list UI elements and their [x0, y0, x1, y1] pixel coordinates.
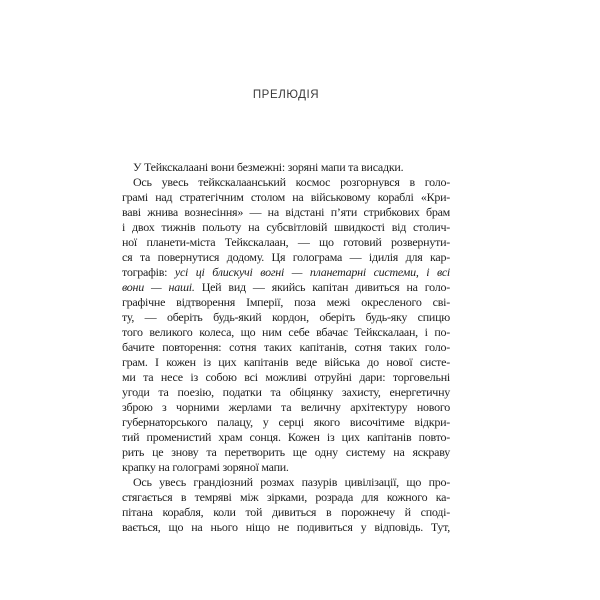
- text-segment: вається, що на нього ніщо не подивиться у відповідь. Тут,: [122, 520, 450, 534]
- text-segment: ваві жнива вознесіння» — на відстані п’яти стрибкових брам: [122, 205, 450, 219]
- text-line: [122, 235, 450, 250]
- text-line: [122, 520, 450, 535]
- text-segment: ної планети-міста Тейкскалаан, — що готовий розвернути-: [122, 235, 450, 249]
- text-segment: крапку на голограмі зоряної мапи.: [122, 460, 289, 474]
- text-segment: Ось увесь грандіозний розмах пазурів цивілізації, що про-: [133, 475, 450, 489]
- text-segment-italic: усі ці блискучі вогні — планетарні системи, і всі: [174, 265, 450, 279]
- text-line: [122, 310, 450, 325]
- text-line: [122, 295, 450, 310]
- text-line: [122, 385, 450, 400]
- text-segment: пітана корабля, коли той дивиться в порожнечу й споді-: [122, 505, 450, 519]
- text-segment: стягається в темряві між зірками, розрада для кожного ка-: [122, 490, 450, 504]
- text-segment: рить це знову та перетворить ще одну систему на яскраву: [122, 445, 450, 459]
- text-line: [122, 175, 450, 190]
- text-segment: і двох тижнів польоту на субсвітловій швидкості від столич-: [122, 220, 450, 234]
- text-line: [122, 505, 450, 520]
- text-line: [122, 205, 450, 220]
- text-segment: угоди та поезію, податки та обіцянку захисту, енергетичну: [122, 385, 450, 399]
- text-segment: тографів:: [122, 265, 175, 279]
- text-segment: бачите повторення: сотня таких капітанів, сотня таких голо-: [122, 340, 450, 354]
- text-segment: ми та несе із собою всі можливі отруйні дари: торговельні: [122, 370, 450, 384]
- text-segment: того великого колеса, що ним себе вбачає Тейкскалаан, і по-: [122, 325, 450, 339]
- text-segment: графічне відтворення Імперії, поза межі окресленого сві-: [122, 295, 450, 309]
- text-line: [122, 220, 450, 235]
- text-segment: У Тейкскалаані вони безмежні: зоряні мапи та висадки.: [133, 160, 404, 174]
- text-line: [122, 355, 450, 370]
- text-segment-italic: вони — наші.: [122, 280, 195, 294]
- text-line: [122, 475, 450, 490]
- text-segment: ся та повернутися додому. Ця голограма — ідилія для кар-: [122, 250, 450, 264]
- text-line: [122, 190, 450, 205]
- text-line: [122, 280, 450, 295]
- text-segment: грамі над стратегічним столом на військовому кораблі «Кри-: [122, 190, 450, 204]
- text-segment: Ось увесь тейкскалаанський космос розгорнувся в голо-: [133, 175, 450, 189]
- text-line: [122, 325, 450, 340]
- body-text: [122, 160, 450, 535]
- text-line: [122, 400, 450, 415]
- chapter-heading: ПРЕЛЮДІЯ: [252, 89, 320, 101]
- text-line: [122, 265, 450, 280]
- text-segment: Цей вид — якийсь капітан дивиться на голо-: [194, 280, 451, 294]
- text-line: [122, 160, 450, 175]
- text-line: [122, 370, 450, 385]
- text-line: [122, 250, 450, 265]
- text-segment: ту, — оберіть будь-який кордон, оберіть будь-яку спицю: [122, 310, 450, 324]
- text-line: [122, 460, 450, 475]
- text-segment: тий променистий храм сонця. Кожен із цих капітанів повто-: [122, 430, 450, 444]
- text-line: [122, 415, 450, 430]
- text-segment: зброю з чорними жерлами та величну архітектуру нового: [122, 400, 450, 414]
- text-segment: губернаторського палацу, у серці якого височітиме відкри-: [122, 415, 450, 429]
- text-line: [122, 490, 450, 505]
- text-line: [122, 430, 450, 445]
- text-line: [122, 445, 450, 460]
- text-line: [122, 340, 450, 355]
- text-segment: грам. І кожен із цих капітанів веде війська до нової систе-: [122, 355, 450, 369]
